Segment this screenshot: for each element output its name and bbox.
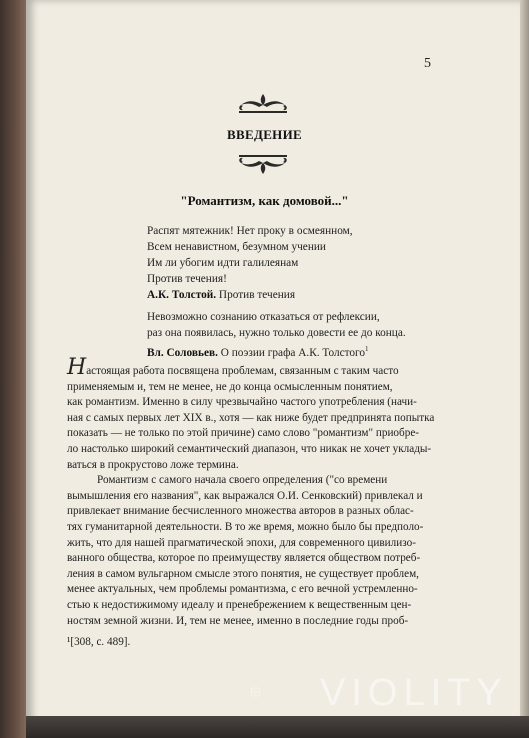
epigraph-title: "Романтизм, как домовой..." — [180, 193, 349, 208]
verse-line: Невозможно сознанию отказаться от рефлексии, — [147, 311, 380, 323]
verse-line: Распят мятежник! Нет проку в осмеянном, — [147, 225, 353, 237]
verse-source: О поэзии графа А.К. Толстого — [217, 346, 366, 359]
watermark-logo-icon — [250, 668, 310, 716]
body-line: жить, что для нашей прагматической эпохи, для современного цивилизо- — [67, 536, 416, 549]
verse-attribution — [147, 287, 353, 303]
table-surface — [26, 716, 529, 738]
drop-cap: Н — [67, 355, 87, 380]
body-line: показать — не только по этой причине) само слово "романтизм" приобре- — [67, 427, 420, 440]
epigraph-verse-2 — [147, 309, 406, 361]
verse-author: А.К. Толстой. — [147, 289, 217, 301]
body-line: ления в самом вульгарном смысле этого понятия, не существует проблем, — [67, 567, 419, 580]
ornament-top-icon — [233, 92, 293, 114]
body-line: ная с самых первых лет XIX в., хотя — как ниже будет предпринята попытка — [67, 411, 435, 424]
body-line: как романтизм. Именно в силу чрезвычайно частого употребления (начи- — [67, 396, 417, 409]
page-number: 5 — [424, 56, 431, 71]
body-line: Настоящая работа посвящена проблемам, связанным с таким часто — [67, 355, 399, 380]
ornament-bottom-icon — [233, 154, 293, 176]
footnote-mark: 1 — [365, 345, 369, 353]
body-line: тях гуманитарной деятельности. В то же время, можно было бы предполо- — [67, 520, 424, 533]
page-edges — [519, 0, 529, 738]
body-line: вымышления его названия", как выражался О.И. Сенковский) привлекал и — [67, 489, 423, 502]
verse-author: Вл. Соловьев. — [147, 346, 218, 359]
footnote: ¹[308, с. 489]. — [67, 636, 131, 648]
verse-source: Против течения — [216, 289, 296, 301]
chapter-heading: ВВЕДЕНИЕ — [227, 127, 302, 142]
verse-line: Против течения! — [147, 273, 227, 285]
body-line: стью к недостижимому идеалу и пренебрежением к вещественным цен- — [67, 598, 412, 611]
verse-line: Им ли убогим идти галилеянам — [147, 257, 299, 269]
body-paragraphs — [67, 355, 470, 629]
verse-attribution — [147, 341, 406, 361]
body-line: ностям земной жизни. И, тем не менее, именно в последние годы проб- — [67, 614, 409, 627]
watermark: VIOLITY — [320, 672, 508, 714]
body-line: ванного общества, которое по преимуществу является обществом потреб- — [67, 552, 421, 565]
body-line: ло настолько широкий семантический диапазон, что никак не хочет уклады- — [67, 442, 432, 455]
verse-line: раз она появилась, нужно только довести ее до конца. — [147, 327, 406, 339]
epigraph-verse-1 — [147, 223, 353, 303]
body-line: применяемым и, тем не менее, не до конца осмысленным понятием, — [67, 380, 393, 393]
body-line: привлекает внимание бесчисленного множества авторов в разных облас- — [67, 505, 414, 518]
body-line: ваться в прокрустово ложе термина. — [67, 458, 239, 471]
body-line: Романтизм с самого начала своего определения ("со времени — [97, 474, 388, 487]
verse-line: Всем ненавистном, безумном учении — [147, 241, 326, 253]
body-line: менее актуальных, чем проблемы романтизма, с его вечной устремленно- — [67, 583, 418, 596]
